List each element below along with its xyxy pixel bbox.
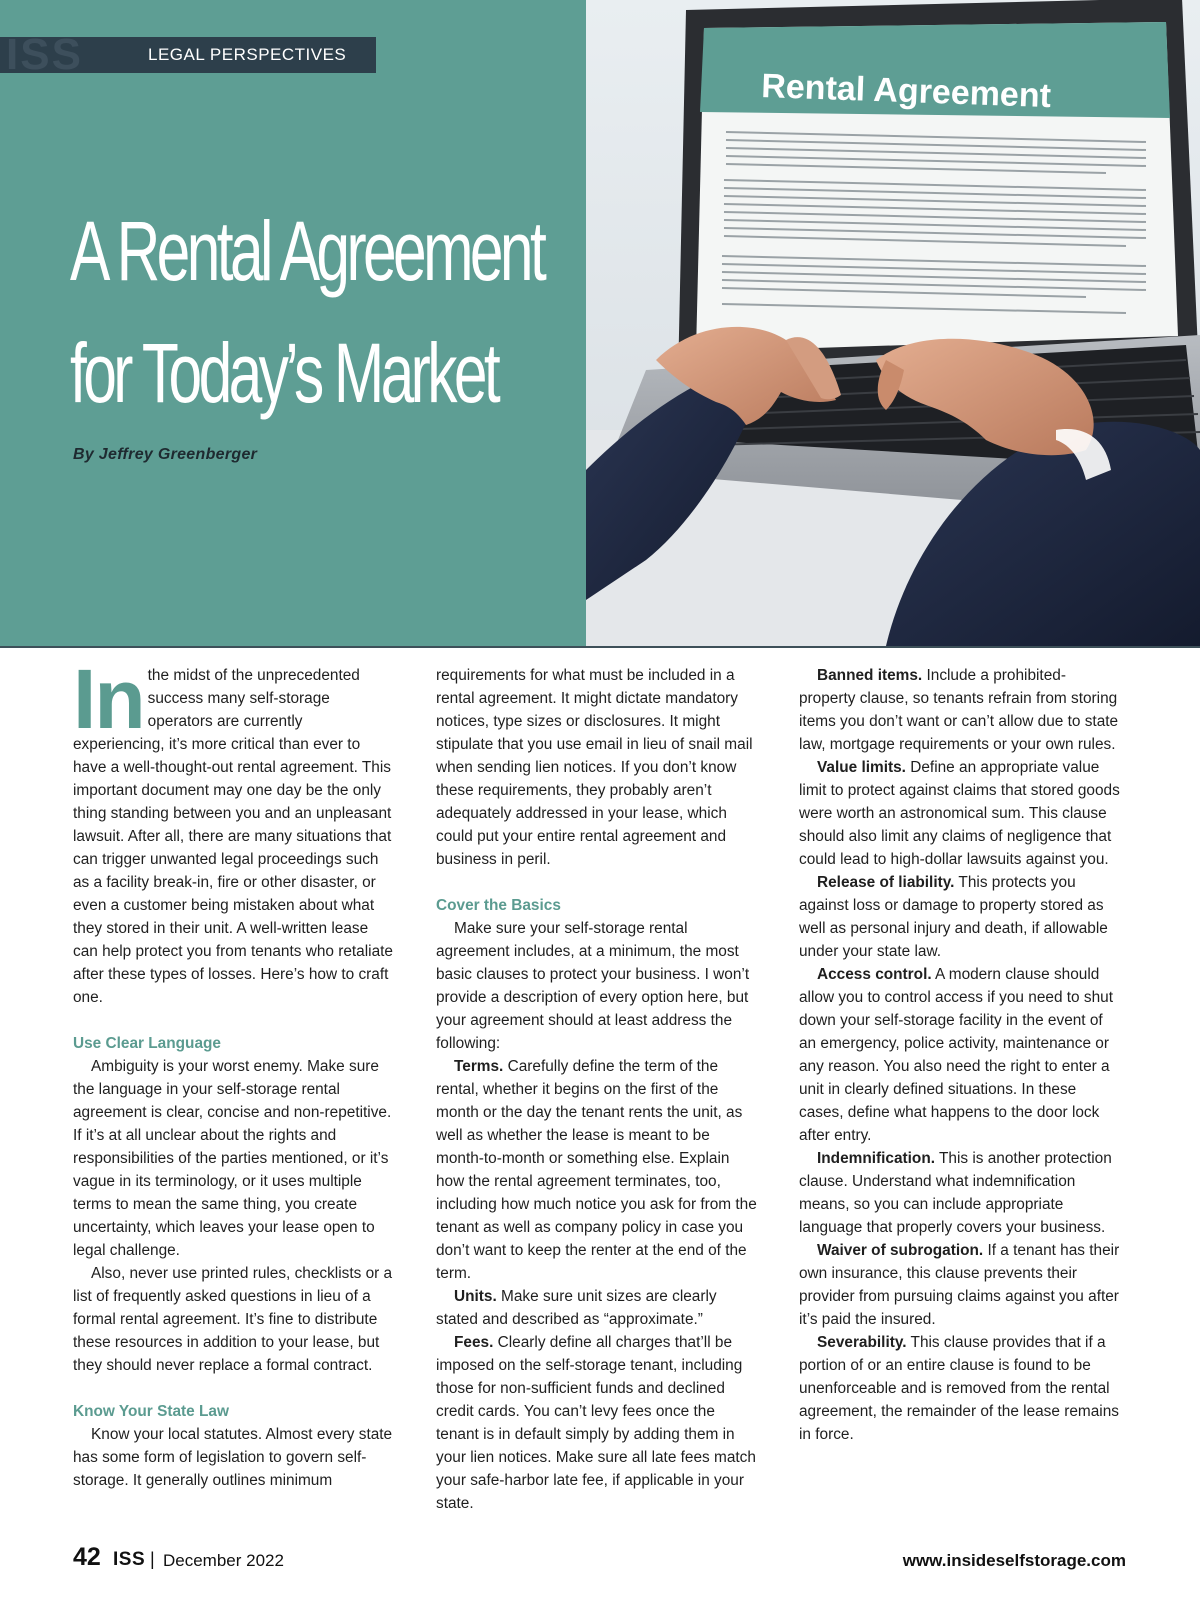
clause-label: Release of liability. bbox=[817, 874, 955, 891]
clause-label: Value limits. bbox=[817, 759, 906, 776]
clause-release-of-liability bbox=[799, 871, 1121, 963]
header-divider bbox=[0, 646, 1200, 648]
column-3 bbox=[799, 664, 1121, 1446]
footer-separator: | bbox=[150, 1549, 155, 1569]
clause-text: Make sure unit sizes are clearly stated and described as “approximate.” bbox=[436, 1288, 717, 1328]
screen-heading: Rental Agreement bbox=[760, 67, 1052, 116]
clause-label: Fees. bbox=[454, 1334, 494, 1351]
article-header bbox=[0, 0, 1200, 646]
clause-text: A modern clause should allow you to control access if you need to shut down your self-storage facility in the event of an emergency, police activity, maintenance or any reason. You also need the right to enter a unit in clearly defined situations. In these cases, define what happens to the door lock after entry. bbox=[799, 966, 1113, 1144]
clause-banned-items bbox=[799, 664, 1121, 756]
title-line-1: A Rental Agreement bbox=[70, 204, 544, 298]
paragraph: Make sure your self-storage rental agreement includes, at a minimum, the most basic clauses to protect your business. I won’t provide a description of every option here, but your agreement should at least address the following: bbox=[436, 920, 750, 1052]
clause-units bbox=[436, 1285, 758, 1331]
intro-text: the midst of the unprecedented success many self-storage operators are currently experiencing, it’s more critical than ever to have a well-thought-out rental agreement. This important document may one day be the only thing standing between you and an unpleasant lawsuit. After all, there are many situations that can trigger unwanted legal proceedings such as a facility break-in, fire or other disaster, or even a customer being mistaken about what they stored in their unit. A well-written lease can help protect you from tenants who retaliate after these types of losses. Here’s how to craft one. bbox=[73, 667, 393, 1006]
clause-text: Carefully define the term of the rental, whether it begins on the first of the month or the day the tenant rents the unit, as well as whether the lease is meant to be month-to-month or something else. Explain how the rental agreement terminates, too, including how much notice you ask for from the tenant as well as company policy in case you don’t want to keep the renter at the end of the term. bbox=[436, 1058, 757, 1282]
column-2 bbox=[436, 664, 758, 1515]
laptop-photo bbox=[586, 0, 1200, 646]
page-footer bbox=[0, 1543, 1200, 1579]
magazine-logo: ISS bbox=[6, 30, 83, 79]
clause-indemnification bbox=[799, 1147, 1121, 1239]
clause-text: Clearly define all charges that’ll be imposed on the self-storage tenant, including those for non-sufficient funds and declined credit cards. You can’t levy fees once the tenant is in default simply by adding them in your lien notices. Make sure all late fees match your safe-harbor late fee, if applicable in your state. bbox=[436, 1334, 756, 1512]
section-tag bbox=[0, 30, 376, 79]
clause-waiver-of-subrogation bbox=[799, 1239, 1121, 1331]
clause-access-control bbox=[799, 963, 1121, 1147]
title-line-2: for Today’s Market bbox=[70, 326, 498, 420]
clause-label: Units. bbox=[454, 1288, 497, 1305]
website-url: www.insideselfstorage.com bbox=[902, 1551, 1126, 1570]
section-label: LEGAL PERSPECTIVES bbox=[148, 45, 347, 64]
clause-severability bbox=[799, 1331, 1121, 1446]
column-1 bbox=[73, 652, 395, 1492]
byline: By Jeffrey Greenberger bbox=[73, 446, 258, 463]
section-heading-cover-basics: Cover the Basics bbox=[436, 897, 561, 914]
clause-fees bbox=[436, 1331, 758, 1515]
clause-text: If a tenant has their own insurance, this clause prevents their provider from pursuing claims against you after it’s paid the insured. bbox=[799, 1242, 1120, 1328]
clause-text: Include a prohibited-property clause, so tenants refrain from storing items you don’t want or can’t allow due to state law, mortgage requirements or your own rules. bbox=[799, 667, 1119, 753]
clause-value-limits bbox=[799, 756, 1121, 871]
paragraph: Ambiguity is your worst enemy. Make sure the language in your self-storage rental agreement is clear, concise and non-repetitive. If it’s at all unclear about the rights and responsibilities of the parties mentioned, or it’s vague in its terminology, or it uses multiple terms to mean the same thing, you create uncertainty, which leaves your lease open to legal challenge. bbox=[73, 1058, 392, 1259]
paragraph: Know your local statutes. Almost every state has some form of legislation to govern self-storage. It generally outlines minimum bbox=[73, 1426, 393, 1489]
section-heading-clear-language: Use Clear Language bbox=[73, 1035, 221, 1052]
clause-text: This protects you against loss or damage to property stored as well as personal injury and death, if allowable under your state law. bbox=[799, 874, 1108, 960]
clause-label: Waiver of subrogation. bbox=[817, 1242, 984, 1259]
clause-text: This is another protection clause. Understand what indemnification means, so you can include appropriate language that properly covers your business. bbox=[799, 1150, 1112, 1236]
clause-text: Define an appropriate value limit to protect against claims that stored goods were worth an astronomical sum. This clause should also limit any claims of negligence that could lead to high-dollar lawsuits against you. bbox=[799, 759, 1120, 868]
intro-paragraph bbox=[73, 652, 395, 1009]
section-heading-state-law: Know Your State Law bbox=[73, 1403, 229, 1420]
clause-label: Severability. bbox=[817, 1334, 907, 1351]
magazine-name: ISS bbox=[113, 1549, 146, 1570]
clause-terms bbox=[436, 1055, 758, 1285]
paragraph-continued: requirements for what must be included in a rental agreement. It might dictate mandatory notices, type sizes or disclosures. It might stipulate that you use email in lieu of snail mail when sending lien notices. If you don’t know these requirements, they probably aren’t adequately addressed in your lease, which could put your entire rental agreement and business in peril. bbox=[436, 667, 753, 868]
title-panel bbox=[0, 0, 586, 646]
article-title bbox=[70, 190, 544, 434]
paragraph: Also, never use printed rules, checklists or a list of frequently asked questions in lieu of a formal rental agreement. It’s fine to distribute these resources in addition to your lease, but they should never replace a formal contract. bbox=[73, 1265, 393, 1374]
drop-cap: In bbox=[73, 652, 144, 746]
page-number: 42 bbox=[73, 1543, 101, 1571]
clause-label: Indemnification. bbox=[817, 1150, 935, 1167]
clause-label: Terms. bbox=[454, 1058, 504, 1075]
issue-date: December 2022 bbox=[163, 1551, 284, 1570]
clause-label: Access control. bbox=[817, 966, 932, 983]
clause-text: This clause provides that if a portion of or an entire clause is found to be unenforceable and is removed from the rental agreement, the remainder of the lease remains in force. bbox=[799, 1334, 1119, 1443]
clause-label: Banned items. bbox=[817, 667, 923, 684]
